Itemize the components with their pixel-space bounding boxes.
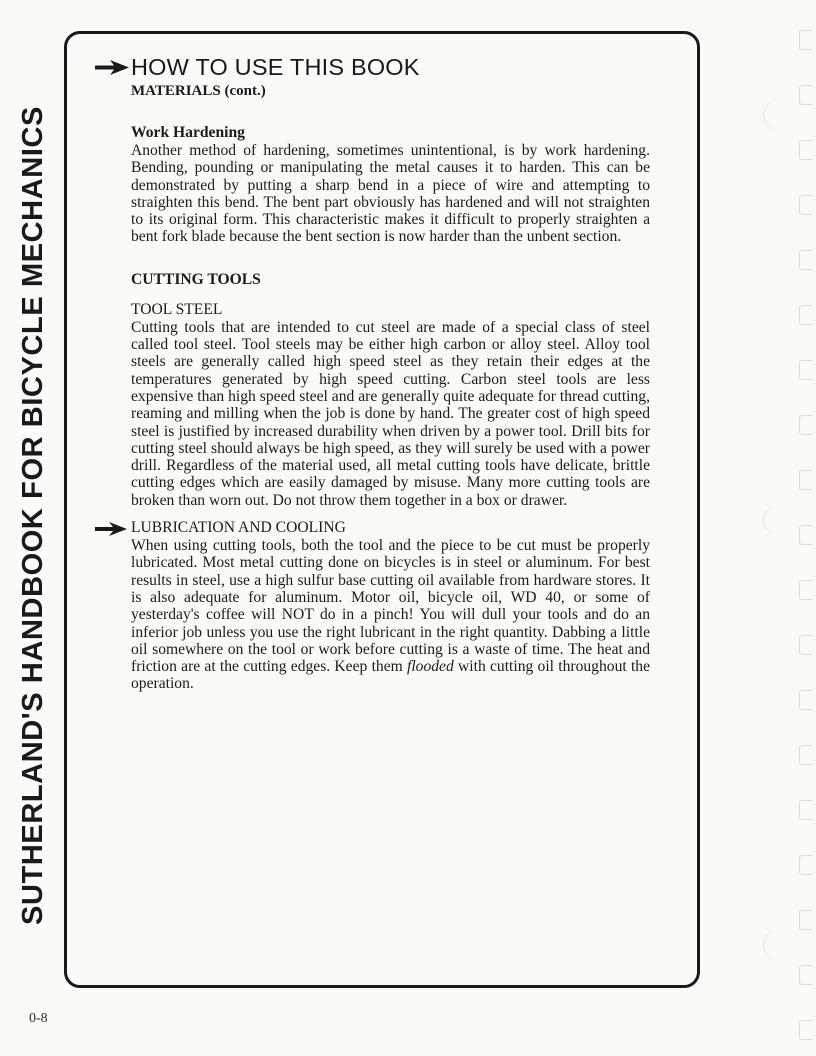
lubrication-body-main: When using cutting tools, both the tool and the piece to be cut must be properly lubricated. Most metal cutting done on bicycles is in steel or aluminum. For best results in steel, use a high sulfur base cutting oil available from hardware stores. It is also adequate for aluminum. Motor oil, bicycle oil, WD 40, or some of yesterday's coffee will NOT do in a pinch! You will dull your tools and do an inferior job unless you use the right lubricant in the right quantity. Dabbing a little oil somewhere on the tool or work before cutting is a waste of time. The heat and friction are at the cutting edges. Keep them xyxy=(131,537,650,676)
binder-tab xyxy=(799,690,812,710)
binder-tab xyxy=(799,635,812,655)
page-title-text: HOW TO USE THIS BOOK xyxy=(131,54,420,80)
right-arrow-icon xyxy=(94,59,130,76)
binder-tab xyxy=(799,195,812,215)
binder-tab xyxy=(799,85,812,105)
punch-hole xyxy=(763,100,794,130)
binder-tab xyxy=(799,30,812,50)
lubrication-emphasis: flooded xyxy=(407,658,454,676)
right-arrow-icon xyxy=(94,521,128,537)
binder-tab xyxy=(799,360,812,380)
binder-tab xyxy=(799,525,812,545)
binder-tab xyxy=(799,910,812,930)
binder-tab xyxy=(799,305,812,325)
punch-hole xyxy=(763,930,794,960)
binder-tab xyxy=(799,745,812,765)
binder-tab xyxy=(799,250,812,270)
binder-tab xyxy=(799,800,812,820)
binder-tab xyxy=(799,580,812,600)
binder-edge xyxy=(776,0,816,1056)
lubrication-paragraph xyxy=(131,537,650,693)
page-title xyxy=(131,52,650,82)
work-hardening-title: Work Hardening xyxy=(131,124,245,141)
tool-steel-paragraph: Cutting tools that are intended to cut steel are made of a special class of steel called tool steel. Tool steels may be either high carbon or alloy steel. Alloy tool steels are generally called high speed steel as they retain their edges at the temperatures generated by high speed cutting. Carbon steel tools are less expensive than high speed steel and are generally quite adequate for thread cutting, reaming and milling when the job is done by hand. The greater cost of high speed steel is justified by increased durability when driven by a power tool. Drill bits for cutting steel should always be high speed, as they will surely be used with a power drill. Regardless of the material used, all metal cutting tools have delicate, brittle cutting edges which are easily damaged by misuse. Many more cutting tools are broken than worn out. Do not throw them together in a box or drawer. xyxy=(131,318,650,509)
lubrication-title xyxy=(131,519,650,537)
spine-title-text: SUTHERLAND'S HANDBOOK FOR BICYCLE MECHANICS xyxy=(16,105,49,925)
binder-tab xyxy=(799,470,812,490)
lubrication-title-text: LUBRICATION AND COOLING xyxy=(131,519,346,537)
binder-tab xyxy=(799,140,812,160)
tool-steel-title: TOOL STEEL xyxy=(131,300,223,318)
binder-tab xyxy=(799,965,812,985)
book-spine-title xyxy=(8,105,58,925)
page-content xyxy=(131,52,650,693)
work-hardening-paragraph: Another method of hardening, sometimes unintentional, is by work hardening. Bending, pounding or manipulating the metal causes it to harden. This can be demonstrated by putting a sharp bend in a piece of wire and attempting to straighten this bend. The bent part obviously has hardened and will not straighten to its original form. This characteristic makes it difficult to properly straighten a bent fork blade because the bent section is now harder than the unbent section. xyxy=(131,142,650,246)
binder-tab xyxy=(799,855,812,875)
punch-hole xyxy=(763,505,794,535)
cutting-tools-title: CUTTING TOOLS xyxy=(131,270,261,288)
binder-tab xyxy=(799,1020,812,1040)
lubrication-body-end: with cutting oil throughout the operation. xyxy=(131,658,650,693)
page-number: 0-8 xyxy=(29,1011,48,1026)
binder-tab xyxy=(799,415,812,435)
section-subtitle: MATERIALS (cont.) xyxy=(131,83,266,99)
